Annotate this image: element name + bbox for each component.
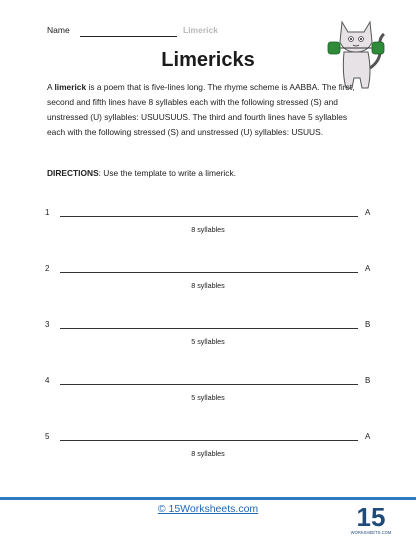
logo-number: 15 xyxy=(356,502,386,532)
name-label: Name xyxy=(47,25,70,35)
rhyme-letter: A xyxy=(365,208,371,217)
directions-label: DIRECTIONS xyxy=(47,168,99,178)
rhyme-letter: A xyxy=(365,432,371,441)
writing-line-1[interactable] xyxy=(60,216,358,217)
syllable-count: 8 syllables xyxy=(191,281,225,290)
name-field-line[interactable] xyxy=(80,36,177,37)
intro-term: limerick xyxy=(54,82,87,92)
writing-line-5[interactable] xyxy=(60,440,358,441)
intro-pre: A xyxy=(47,82,55,92)
syllable-count: 8 syllables xyxy=(191,449,225,458)
topic-label: Limerick xyxy=(183,25,218,35)
intro-text: is a poem that is five-lines long. The rhyme scheme is AABBA. The first, second and fifth lines have 8 syllables each with the following stressed (S) and unstressed (U) syllables: USUUSUUS. The third and fourth lines have 5 syllables each with the following stressed (S) and unstressed (U) syllables: USUUS. xyxy=(47,82,355,137)
rhyme-letter: A xyxy=(365,264,371,273)
worksheets-logo-icon xyxy=(350,500,392,536)
page-title: Limericks xyxy=(161,49,255,71)
line-number: 5 xyxy=(45,432,50,441)
syllable-count: 5 syllables xyxy=(191,393,225,402)
directions-text: : Use the template to write a limerick. xyxy=(98,168,236,178)
line-number: 4 xyxy=(45,376,50,385)
writing-line-2[interactable] xyxy=(60,272,358,273)
line-number: 1 xyxy=(45,208,50,217)
logo-text: WORKSHEETS.COM xyxy=(350,530,392,535)
line-number: 2 xyxy=(45,264,50,273)
writing-line-3[interactable] xyxy=(60,328,358,329)
intro-paragraph xyxy=(47,80,359,140)
syllable-count: 5 syllables xyxy=(191,337,225,346)
line-number: 3 xyxy=(45,320,50,329)
rhyme-letter: B xyxy=(365,376,371,385)
copyright-link[interactable]: © 15Worksheets.com xyxy=(157,503,259,515)
syllable-count: 8 syllables xyxy=(191,225,225,234)
rhyme-letter: B xyxy=(365,320,371,329)
writing-line-4[interactable] xyxy=(60,384,358,385)
directions xyxy=(47,168,236,178)
